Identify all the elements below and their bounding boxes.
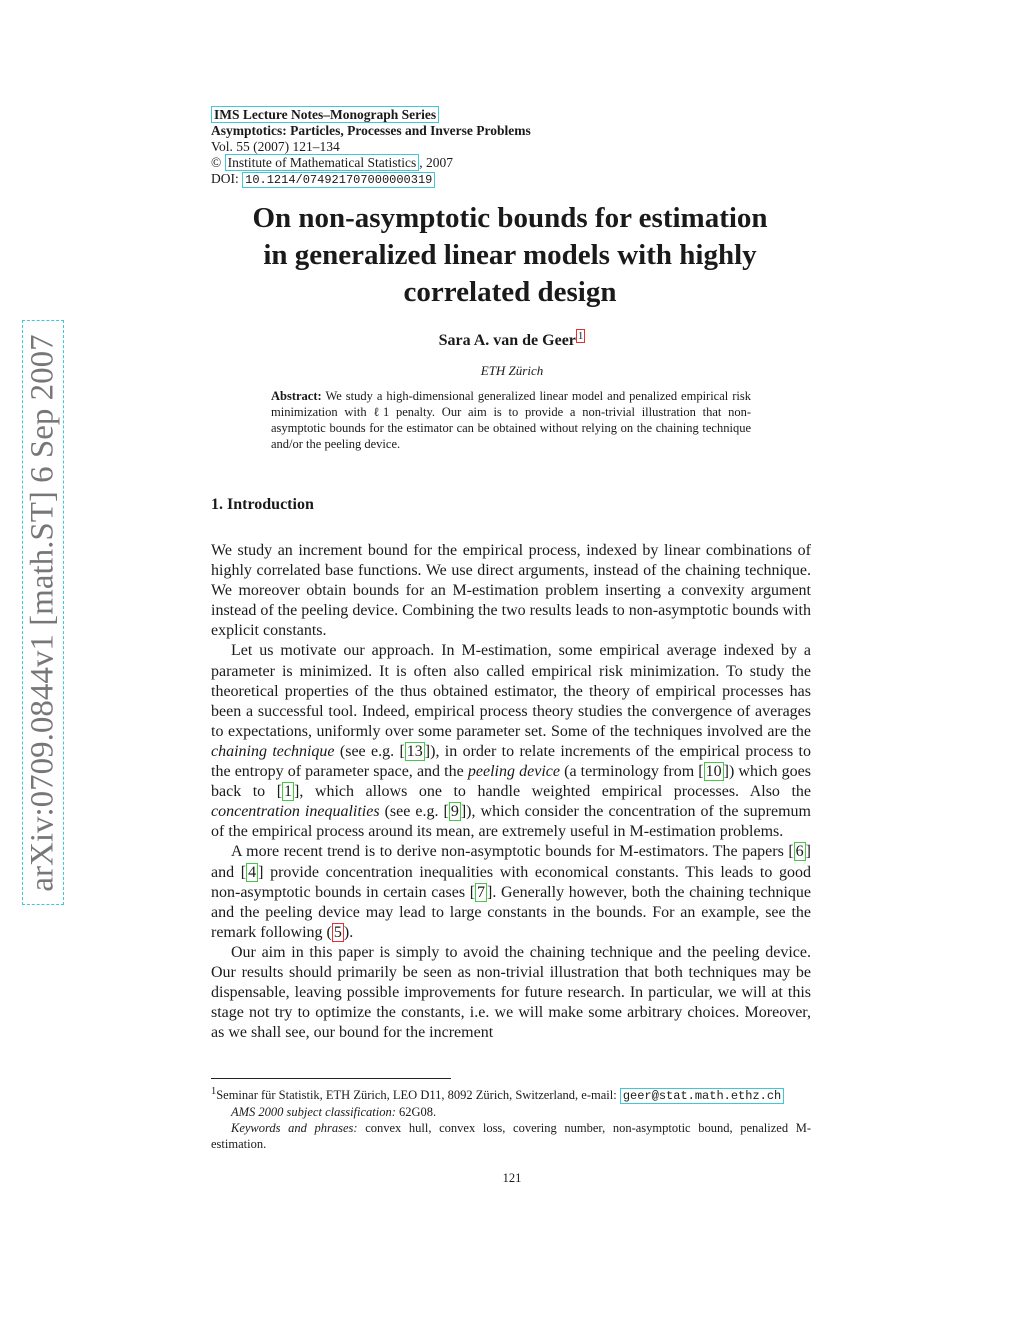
title-line: On non-asymptotic bounds for estimation [252, 202, 768, 234]
paragraph: A more recent trend is to derive non-asymptotic bounds for M-estimators. The papers [ 6 ] and [ 4 ] provide concentration inequalities with economical constants. This leads to good non-asymptotic bounds in certain cases [ 7 ]. Generally however, both the chaining technique and the peeling device may lead to large constants in the bounds. For an example, see the remark following ( 5 ). [211, 843, 811, 941]
citation-link[interactable]: 1 [284, 783, 293, 801]
series-link[interactable]: IMS Lecture Notes–Monograph Series [211, 106, 439, 123]
doi-line: DOI: 10.1214/074921707000000319 [211, 171, 531, 188]
paragraph: Let us motivate our approach. In M-estimation, some empirical average indexed by a parameter is minimized. It is often also called empirical risk minimization. To study the theoretical properties of the thus obtained estimator, the theory of empirical processes has been a successful tool. Indeed, empirical process theory studies the convergence of averages to expectations, uniformly over some parameter set. Some of the techniques involved are the chaining technique (see e.g. [ 13 ]), in order to relate increments of the empirical process to the entropy of parameter space, and the peeling device (a terminology from [ 10 ]) which goes back to [ 1 ], which allows one to handle weighted empirical processes. Also the concentration inequalities (see e.g. [ 9 ]), which consider the concentration of the supremum of the empirical process around its mean, are extremely useful in M-estimation problems. [211, 642, 812, 841]
footnote-rule [211, 1078, 451, 1079]
keywords: Keywords and phrases: convex hull, convex loss, covering number, non-asymptotic bound, penalized M-estimation. [211, 1120, 812, 1151]
abstract [271, 388, 751, 452]
journal-header [211, 107, 531, 188]
abstract-text: We study a high-dimensional generalized linear model and penalized empirical risk minimization with ℓ1 penalty. Our aim is to provide a non-trivial illustration that non-asymptotic bounds for the estimator can be obtained without relying on the chaining technique and/or the peeling device. [271, 389, 751, 451]
arxiv-stamp[interactable] [22, 320, 64, 905]
arxiv-stamp-text: arXiv:0709.0844v1 [math.ST] 6 Sep 2007 [24, 333, 61, 892]
page-number: 121 [502, 1171, 522, 1185]
ams-classification: AMS 2000 subject classification: 62G08. [231, 1104, 437, 1119]
footnote: $^1$Seminar für Statistik, ETH Zürich, LEO D11, 8092 Zürich, Switzerland, e-mail: geer@stat.math.ethz.ch [211, 1084, 811, 1105]
citation-link[interactable]: 10 [705, 763, 722, 781]
citation-link[interactable]: 13 [406, 742, 423, 760]
title-line: in generalized linear models with highly [263, 239, 757, 271]
volume-title: Asymptotics: Particles, Processes and Inverse Problems [211, 123, 531, 138]
equation-link[interactable]: 5 [333, 923, 342, 941]
citation-link[interactable]: 9 [450, 803, 459, 821]
paragraph: We study an increment bound for the empirical process, indexed by linear combinations of highly correlated base functions. We use direct arguments, instead of the chaining technique. We moreover obtain bounds for an M-estimation problem inserting a convexity argument instead of the peeling device. Combining the two results leads to non-asymptotic bounds with explicit constants. [211, 542, 811, 640]
footnote-link[interactable]: 1 [577, 330, 584, 342]
paper-title [180, 200, 840, 311]
copyright-line: © Institute of Mathematical Statistics , 2007 [211, 155, 453, 170]
doi-link[interactable]: 10.1214/074921707000000319 [242, 172, 435, 188]
title-line: correlated design [403, 276, 617, 308]
paragraph: Our aim in this paper is simply to avoid the chaining technique and the peeling device. Our results should primarily be seen as non-trivial illustration that both techniques may be dispensable, leaving possible improvements for future research. In particular, we will at this stage not try to optimize the constants, i.e. we will make some arbitrary choices. Moreover, as we shall see, our bound for the increment [211, 943, 811, 1042]
citation-link[interactable]: 4 [248, 863, 257, 881]
author-name: Sara A. van de Geer [438, 332, 576, 349]
footnotes [211, 1084, 811, 1152]
email-link[interactable]: geer@stat.math.ethz.ch [620, 1088, 784, 1104]
section-title: 1. Introduction [211, 496, 314, 513]
volume-info: Vol. 55 (2007) 121–134 [211, 139, 340, 154]
author [0, 330, 1024, 350]
abstract-label: Abstract: [271, 389, 322, 403]
affiliation: ETH Zürich [480, 363, 544, 378]
institute-link[interactable]: Institute of Mathematical Statistics [225, 154, 420, 171]
citation-link[interactable]: 6 [795, 843, 804, 861]
citation-link[interactable]: 7 [477, 883, 486, 901]
body-text [211, 541, 811, 1043]
